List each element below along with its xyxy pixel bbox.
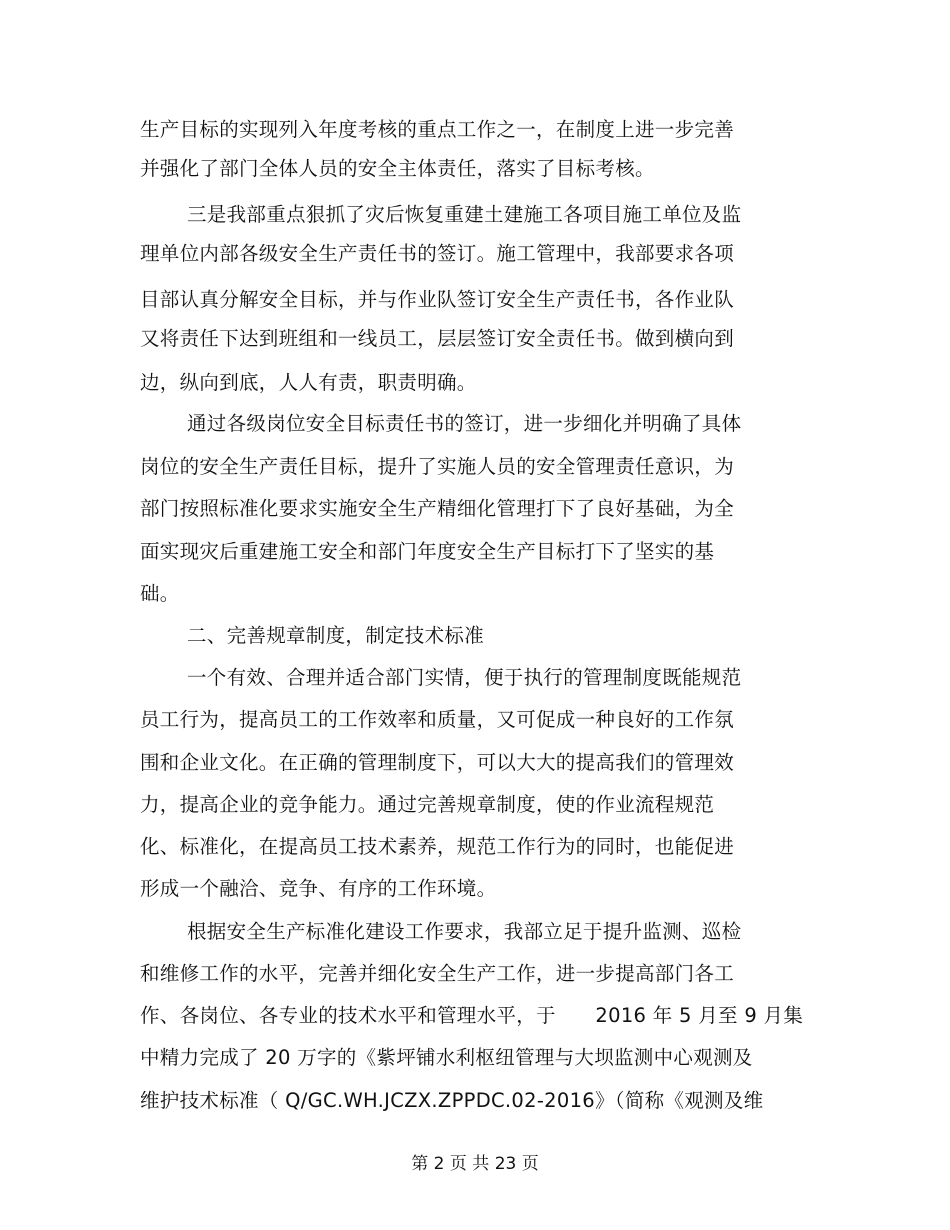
text-line: 面实现灾后重建施工安全和部门年度安全生产目标打下了坚实的基 — [140, 540, 715, 563]
page-number: 第 2 页 共 23 页 — [411, 1154, 539, 1174]
text-line: 三是我部重点狠抓了灾后恢复重建土建施工各项目施工单位及监 — [187, 203, 742, 226]
text-line: 作、各岗位、各专业的技术水平和管理水平，于 2016 年 5 月至 9 月集 — [140, 1004, 804, 1027]
text-line: 和维修工作的水平，完善并细化安全生产工作，进一步提高部门各工 — [140, 962, 735, 985]
text-line: 员工行为，提高员工的工作效率和质量，又可促成一种良好的工作氛 — [140, 708, 735, 731]
text-line: 根据安全生产标准化建设工作要求，我部立足于提升监测、巡检 — [187, 920, 742, 943]
text-line: 形成一个融洽、竞争、有序的工作环境。 — [140, 877, 497, 900]
text-line: 维护技术标准（ Q/GC.WH.JCZX.ZPPDC.02-2016》（简称《观测及维 — [140, 1089, 764, 1112]
text-line: 中精力完成了 20 万字的《紫坪铺水利枢纽管理与大坝监测中心观测及 — [140, 1046, 753, 1069]
text-line: 化、标准化，在提高员工技术素养，规范工作行为的同时，也能促进 — [140, 835, 735, 858]
text-line: 通过各级岗位安全目标责任书的签订，进一步细化并明确了具体 — [187, 412, 742, 435]
text-line: 生产目标的实现列入年度考核的重点工作之一，在制度上进一步完善 — [140, 118, 735, 141]
text-line: 围和企业文化。在正确的管理制度下，可以大大的提高我们的管理效 — [140, 751, 735, 774]
text-line: 岗位的安全生产责任目标，提升了实施人员的安全管理责任意识，为 — [140, 455, 735, 478]
text-line: 又将责任下达到班组和一线员工，层层签订安全责任书。做到横向到 — [140, 327, 735, 350]
text-line: 并强化了部门全体人员的安全主体责任，落实了目标考核。 — [140, 157, 655, 180]
text-line: 边，纵向到底，人人有责，职责明确。 — [140, 371, 477, 394]
text-line: 部门按照标准化要求实施安全生产精细化管理打下了良好基础，为全 — [140, 497, 735, 520]
text-line: 目部认真分解安全目标，并与作业队签订安全生产责任书，各作业队 — [140, 288, 735, 311]
text-line: 础。 — [140, 582, 180, 605]
section-heading: 二、完善规章制度，制定技术标准 — [187, 624, 485, 647]
text-line: 理单位内部各级安全生产责任书的签订。施工管理中，我部要求各项 — [140, 242, 735, 265]
text-line: 一个有效、合理并适合部门实情，便于执行的管理制度既能规范 — [187, 666, 742, 689]
text-line: 力，提高企业的竞争能力。通过完善规章制度，使的作业流程规范 — [140, 793, 715, 816]
